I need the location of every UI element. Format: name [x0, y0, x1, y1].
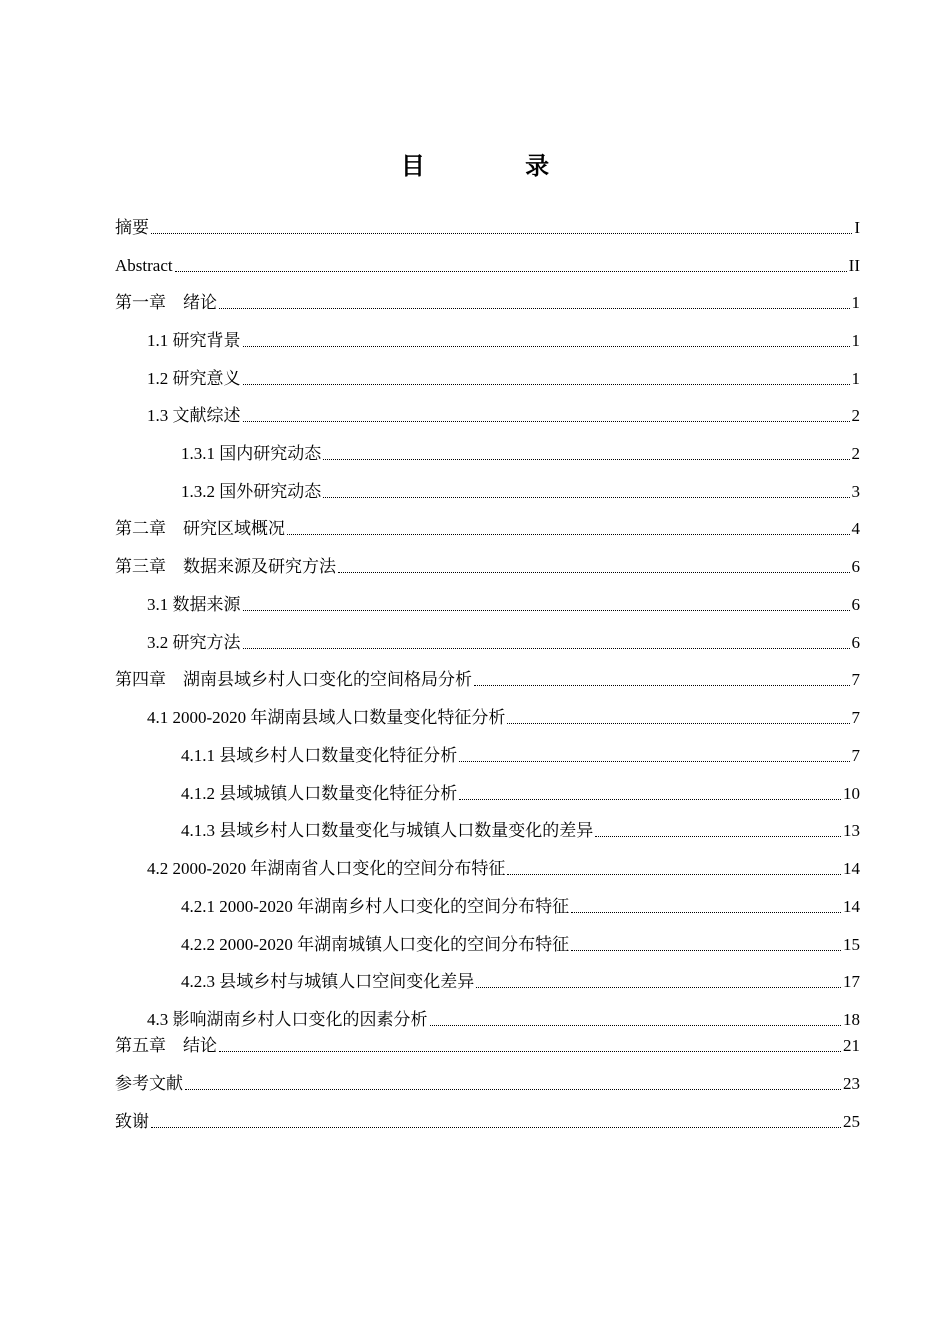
dot-leader: [219, 1034, 841, 1058]
toc-entry-page: II: [848, 256, 860, 275]
dot-leader: [151, 1110, 841, 1134]
toc-entry-label: 4.2.3 县域乡村与城镇人口空间变化差异: [181, 972, 475, 991]
dot-leader: [507, 706, 849, 730]
toc-entry-page: 6: [851, 557, 860, 576]
toc-entry[interactable]: [147, 367, 860, 391]
toc-entry[interactable]: [181, 933, 860, 957]
dot-leader: [219, 291, 850, 315]
toc-entry[interactable]: [115, 668, 860, 692]
toc-entry-page: 7: [851, 746, 860, 765]
toc-entry[interactable]: [147, 706, 860, 730]
toc-entry[interactable]: [115, 1072, 860, 1096]
toc-entry-page: 7: [851, 708, 860, 727]
dot-leader: [185, 1072, 841, 1096]
toc-entry[interactable]: [181, 782, 860, 806]
dot-leader: [571, 895, 841, 919]
toc-entry-page: 21: [843, 1036, 860, 1055]
toc-entry-label: 致谢: [115, 1112, 149, 1131]
dot-leader: [323, 442, 849, 466]
dot-leader: [476, 970, 841, 994]
toc-entry-page: 1: [851, 331, 860, 350]
toc-entry[interactable]: [147, 631, 860, 655]
dot-leader: [507, 857, 841, 881]
toc-entry-page: 14: [843, 897, 860, 916]
toc-entry-label: 3.1 数据来源: [147, 595, 241, 614]
toc-entry-label: 4.1.3 县域乡村人口数量变化与城镇人口数量变化的差异: [181, 821, 594, 840]
toc-entry[interactable]: [115, 1034, 860, 1058]
toc-entry-page: I: [854, 218, 860, 237]
toc-entry[interactable]: [181, 970, 860, 994]
toc-entry-label: 4.1 2000-2020 年湖南县域人口数量变化特征分析: [147, 708, 506, 727]
toc-entry-label: 4.3 影响湖南乡村人口变化的因素分析: [147, 1010, 428, 1029]
toc-entry[interactable]: [181, 819, 860, 843]
toc-entry[interactable]: [147, 329, 860, 353]
toc-entry-page: 2: [851, 406, 860, 425]
toc-entry-label: 4.2.1 2000-2020 年湖南乡村人口变化的空间分布特征: [181, 897, 570, 916]
toc-entry[interactable]: [181, 480, 860, 504]
toc-entry-label: 1.1 研究背景: [147, 331, 241, 350]
toc-entry-page: 18: [843, 1010, 860, 1029]
toc-entry-label: 4.2.2 2000-2020 年湖南城镇人口变化的空间分布特征: [181, 935, 570, 954]
toc-entry-label: 第二章 研究区域概况: [115, 519, 285, 538]
toc-entry-page: 2: [851, 444, 860, 463]
toc-entry-page: 17: [843, 972, 860, 991]
toc-entry-label: 第五章 结论: [115, 1036, 217, 1055]
toc-entry-page: 1: [851, 293, 860, 312]
toc-entry-label: 第四章 湖南县域乡村人口变化的空间格局分析: [115, 670, 472, 689]
toc-entry[interactable]: [115, 291, 860, 315]
toc-entry-label: 第一章 绪论: [115, 293, 217, 312]
toc-entry-label: 第三章 数据来源及研究方法: [115, 557, 336, 576]
toc-entry[interactable]: [147, 593, 860, 617]
toc-entry-label: 摘要: [115, 218, 149, 237]
dot-leader: [338, 555, 850, 579]
toc-entry[interactable]: [147, 404, 860, 428]
toc-entry-label: 4.1.2 县域城镇人口数量变化特征分析: [181, 784, 458, 803]
dot-leader: [571, 933, 841, 957]
toc-entry-label: 1.2 研究意义: [147, 369, 241, 388]
dot-leader: [323, 480, 849, 504]
toc-entry-page: 13: [843, 821, 860, 840]
toc-entry-page: 15: [843, 935, 860, 954]
dot-leader: [151, 216, 852, 240]
toc-entry-label: Abstract: [115, 256, 173, 275]
toc-entry-page: 14: [843, 859, 860, 878]
toc-entry-label: 4.2 2000-2020 年湖南省人口变化的空间分布特征: [147, 859, 506, 878]
toc-entry-label: 参考文献: [115, 1074, 183, 1093]
toc-entry-page: 23: [843, 1074, 860, 1093]
toc-entry[interactable]: [115, 1110, 860, 1134]
toc-entry-page: 6: [851, 595, 860, 614]
toc-entry[interactable]: [181, 442, 860, 466]
toc-entry-label: 1.3 文献综述: [147, 406, 241, 425]
toc-entry-label: 4.1.1 县域乡村人口数量变化特征分析: [181, 746, 458, 765]
dot-leader: [243, 404, 850, 428]
dot-leader: [243, 367, 850, 391]
toc-entry-page: 7: [851, 670, 860, 689]
dot-leader: [430, 1008, 842, 1032]
toc-entry-page: 1: [851, 369, 860, 388]
dot-leader: [287, 517, 850, 541]
toc-entry-label: 1.3.2 国外研究动态: [181, 482, 322, 501]
toc-entry-label: 1.3.1 国内研究动态: [181, 444, 322, 463]
toc-entry[interactable]: [115, 216, 860, 240]
dot-leader: [459, 744, 849, 768]
toc-entry-label: 3.2 研究方法: [147, 633, 241, 652]
toc-entry-page: 6: [851, 633, 860, 652]
toc-entry[interactable]: [115, 517, 860, 541]
dot-leader: [459, 782, 841, 806]
toc-entry[interactable]: [147, 857, 860, 881]
toc-entry-page: 3: [851, 482, 860, 501]
toc-entry[interactable]: [115, 555, 860, 579]
dot-leader: [595, 819, 841, 843]
toc-title: 目 录: [400, 152, 596, 180]
dot-leader: [474, 668, 850, 692]
toc-entry-page: 4: [851, 519, 860, 538]
toc-entry-page: 10: [843, 784, 860, 803]
toc-entry-page: 25: [843, 1112, 860, 1131]
dot-leader: [175, 254, 847, 278]
dot-leader: [243, 631, 850, 655]
toc-entry[interactable]: [147, 1008, 860, 1032]
toc-entry[interactable]: [115, 254, 860, 278]
dot-leader: [243, 593, 850, 617]
dot-leader: [243, 329, 850, 353]
toc-entry[interactable]: [181, 895, 860, 919]
toc-entry[interactable]: [181, 744, 860, 768]
